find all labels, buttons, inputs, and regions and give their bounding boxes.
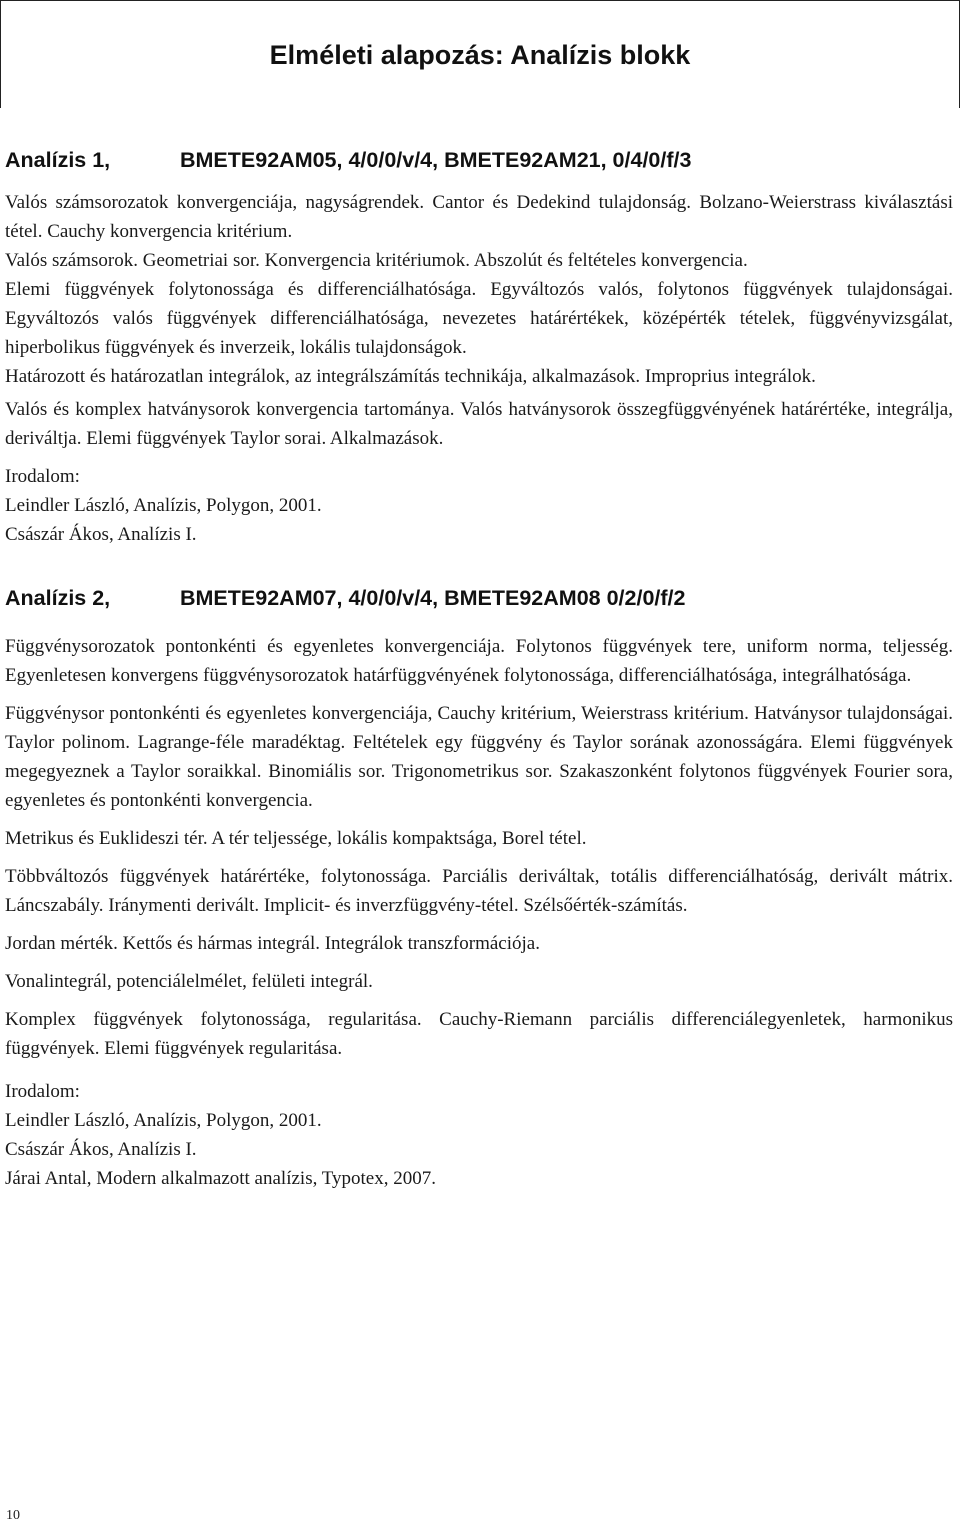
paragraph: Többváltozós függvények határértéke, folytonossága. Parciális deriváltak, totális differenciálhatóság, derivált mátrix. Láncszabály. Iránymenti derivált. Implicit- és inverzfüggvény-tétel. Szélsőérték-számítás.: [5, 866, 953, 916]
page-title: Elméleti alapozás: Analízis blokk: [0, 0, 960, 108]
literature-item: Császár Ákos, Analízis I.: [5, 1139, 197, 1160]
paragraph: Valós számsorozatok konvergenciája, nagyságrendek. Cantor és Dedekind tulajdonság. Bolzano-Weierstrass kiválasztási tétel. Cauchy konvergencia kritérium.: [5, 192, 953, 242]
paragraph: Metrikus és Euklideszi tér. A tér teljessége, lokális kompaktsága, Borel tétel.: [5, 828, 587, 849]
paragraph: Vonalintegrál, potenciálelmélet, felületi integrál.: [5, 971, 373, 992]
page-number: 10: [6, 1508, 20, 1523]
course-name: Analízis 1,: [5, 147, 111, 172]
literature-label: Irodalom:: [5, 1081, 80, 1102]
section-heading-analizis-1: [5, 140, 953, 180]
document-body: [5, 140, 953, 1193]
section-heading-analizis-2: [5, 578, 953, 618]
paragraph: Határozott és határozatlan integrálok, az integrálszámítás technikája, alkalmazások. Improprius integrálok.: [5, 366, 816, 387]
paragraph: Valós számsorok. Geometriai sor. Konvergencia kritériumok. Abszolút és feltételes konvergencia.: [5, 250, 748, 271]
course-codes: BMETE92AM07, 4/0/0/v/4, BMETE92AM08 0/2/0/f/2: [180, 585, 686, 610]
paragraph: Komplex függvények folytonossága, regularitása. Cauchy-Riemann parciális differenciálegyenletek, harmonikus függvények. Elemi függvények regularitása.: [5, 1009, 953, 1059]
paragraph: Függvénysor pontonkénti és egyenletes konvergenciája, Cauchy kritérium, Weierstrass kritérium. Hatványsor tulajdonságai. Taylor polinom. Lagrange-féle maradéktag. Feltételek egy függvény és Taylor sorának azonosságára. Elemi függvények megegyeznek a Taylor soraikkal. Binomiális sor. Trigonometrikus sor. Szakaszonként folytonos függvények Fourier sora, egyenletes és pontonkénti konvergencia.: [5, 703, 953, 811]
paragraph: Függvénysorozatok pontonkénti és egyenletes konvergenciája. Folytonos függvények tere, uniform norma, teljesség. Egyenletesen konvergens függvénysorozatok határfüggvényének folytonossága, differenciálhatósága, integrálhatósága.: [5, 636, 953, 686]
course-name: Analízis 2,: [5, 585, 111, 610]
course-codes: BMETE92AM05, 4/0/0/v/4, BMETE92AM21, 0/4/0/f/3: [180, 147, 692, 172]
literature-list: [5, 462, 953, 549]
literature-list: [5, 1077, 953, 1193]
literature-item: Járai Antal, Modern alkalmazott analízis, Typotex, 2007.: [5, 1168, 436, 1189]
literature-item: Leindler László, Analízis, Polygon, 2001.: [5, 1110, 322, 1131]
literature-item: Leindler László, Analízis, Polygon, 2001.: [5, 495, 322, 516]
paragraph: Elemi függvények folytonossága és differenciálhatósága. Egyváltozós valós, folytonos függvények tulajdonságai. Egyváltozós valós függvények differenciálhatósága, nevezetes határértékek, középérték tételek, függvényvizsgálat, hiperbolikus függvények és inverzeik, lokális tulajdonságok.: [5, 279, 953, 358]
paragraph: Valós és komplex hatványsorok konvergencia tartománya. Valós hatványsorok összegfüggvényének határértéke, integrálja, deriváltja. Elemi függvények Taylor sorai. Alkalmazások.: [5, 399, 953, 449]
paragraph: Jordan mérték. Kettős és hármas integrál. Integrálok transzformációja.: [5, 933, 540, 954]
literature-label: Irodalom:: [5, 466, 80, 487]
literature-item: Császár Ákos, Analízis I.: [5, 524, 197, 545]
